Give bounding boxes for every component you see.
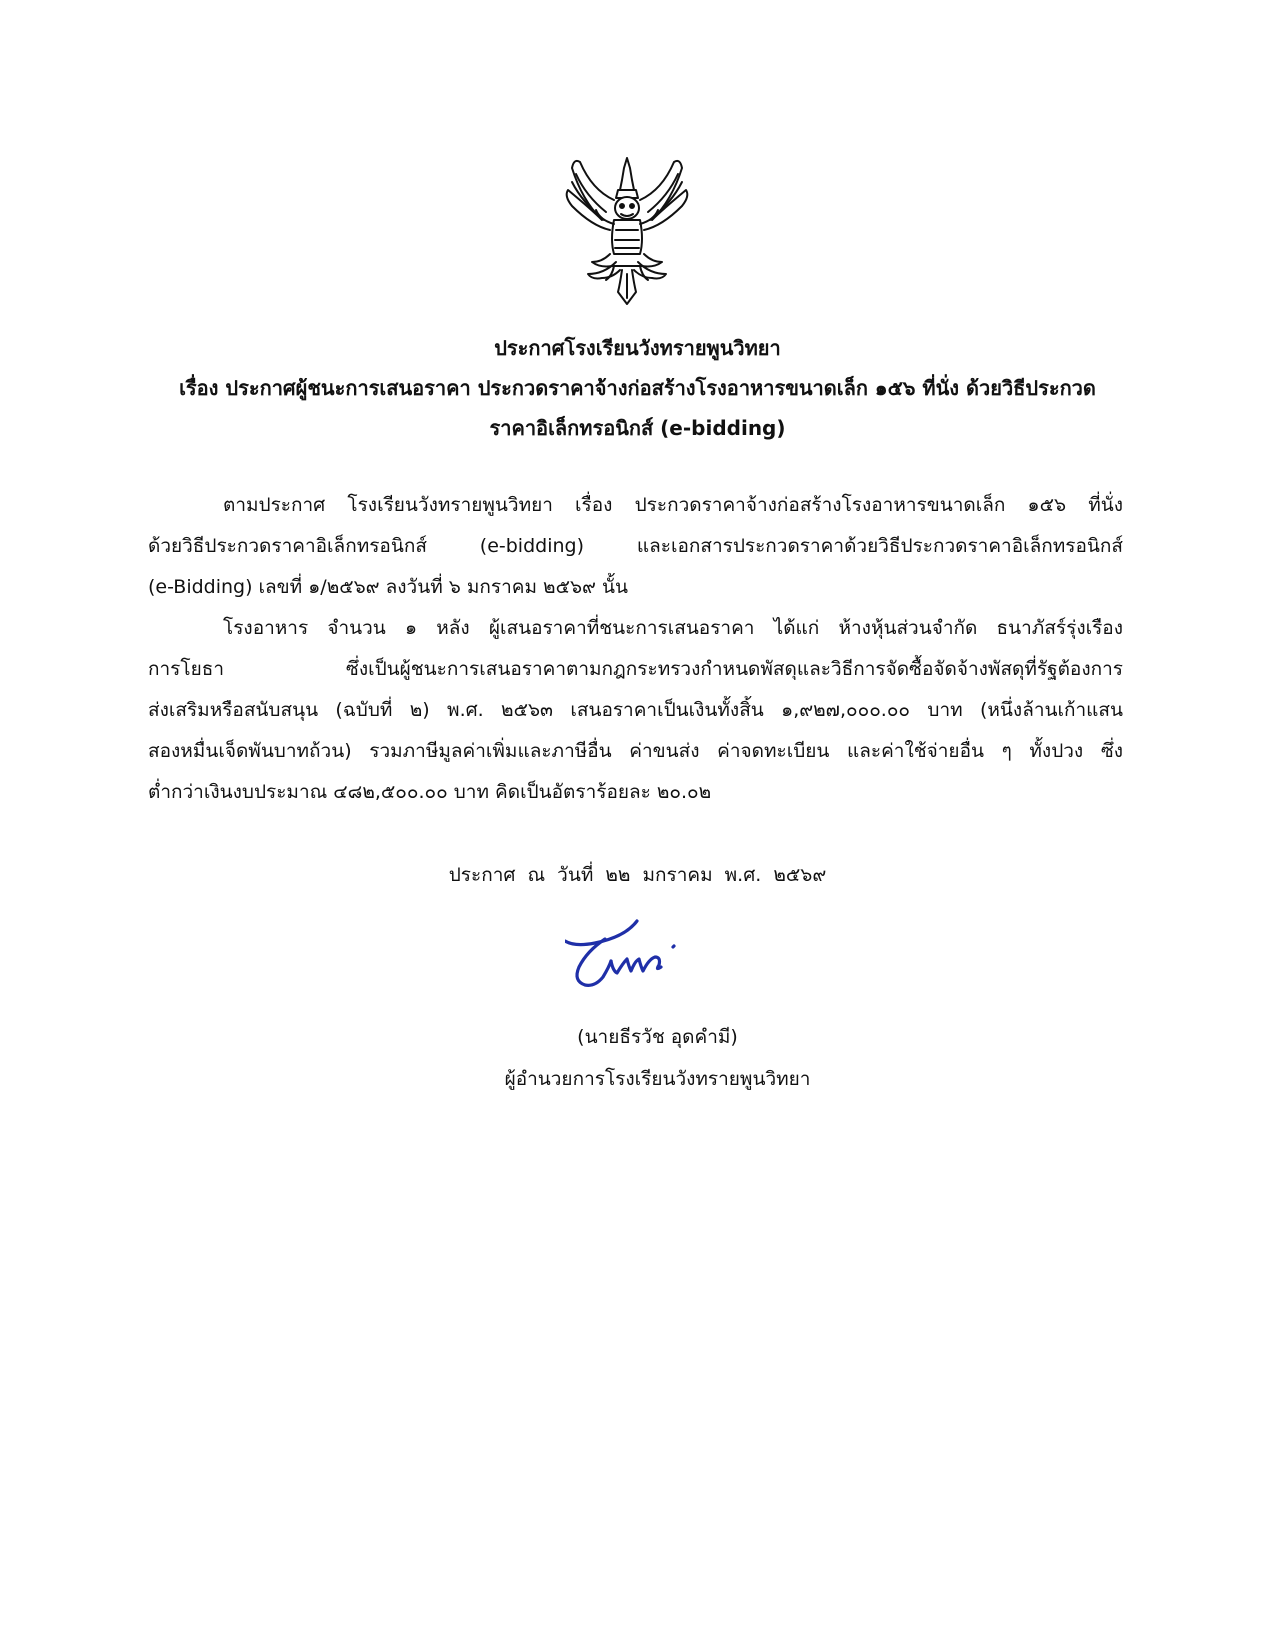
- body-line: ตามประกาศ โรงเรียนวังทรายพูนวิทยา เรื่อง ประกวดราคาจ้างก่อสร้างโรงอาหารขนาดเล็ก ๑๕๖ ที่นั่ง: [223, 494, 1123, 516]
- header-subject-cont: ราคาอิเล็กทรอนิกส์ (e-bidding): [489, 416, 786, 440]
- signature-icon: [565, 915, 730, 1005]
- garuda-emblem-icon: [552, 150, 702, 305]
- body-line: โรงอาหาร จำนวน ๑ หลัง ผู้เสนอราคาที่ชนะการเสนอราคา ได้แก่ ห้างหุ้นส่วนจำกัด ธนาภัสร์รุ่งเรือง: [223, 617, 1123, 639]
- body-line: ส่งเสริมหรือสนับสนุน (ฉบับที่ ๒) พ.ศ. ๒๕๖๓ เสนอราคาเป็นเงินทั้งสิ้น ๑,๙๒๗,๐๐๐.๐๐ บาท (หนึ่งล้านเก้าแสน: [148, 699, 1123, 721]
- body-line: (e-Bidding) เลขที่ ๑/๒๕๖๙ ลงวันที่ ๖ มกราคม ๒๕๖๙ นั้น: [148, 576, 628, 598]
- signer-name: (นายธีรวัช อุดคำมี): [577, 1026, 738, 1048]
- body-line: ต่ำกว่าเงินงบประมาณ ๔๘๒,๕๐๐.๐๐ บาท คิดเป็นอัตราร้อยละ ๒๐.๐๒: [148, 781, 712, 803]
- header-subject: เรื่อง ประกาศผู้ชนะการเสนอราคา ประกวดราคาจ้างก่อสร้างโรงอาหารขนาดเล็ก ๑๕๖ ที่นั่ง ด้วยวิธีประกวด: [179, 376, 1096, 400]
- body-line: การโยธา ซึ่งเป็นผู้ชนะการเสนอราคาตามกฎกระทรวงกำหนดพัสดุและวิธีการจัดซื้อจัดจ้างพัสดุที่รัฐต้องการ: [148, 658, 1123, 680]
- body-line: ด้วยวิธีประกวดราคาอิเล็กทรอนิกส์ (e-bidding) และเอกสารประกวดราคาด้วยวิธีประกวดราคาอิเล็กทรอนิกส์: [148, 535, 1123, 557]
- signer-position: ผู้อำนวยการโรงเรียนวังทรายพูนวิทยา: [504, 1068, 811, 1090]
- header-issuer: ประกาศโรงเรียนวังทรายพูนวิทยา: [494, 336, 781, 360]
- announcement-date: ประกาศ ณ วันที่ ๒๒ มกราคม พ.ศ. ๒๕๖๙: [448, 864, 827, 886]
- announcement-body: [148, 485, 1123, 813]
- announcement-header: [140, 328, 1135, 448]
- body-line: สองหมื่นเจ็ดพันบาทถ้วน) รวมภาษีมูลค่าเพิ่มและภาษีอื่น ค่าขนส่ง ค่าจดทะเบียน และค่าใช้จ่ายอื่น ๆ ทั้งปวง ซึ่ง: [148, 740, 1123, 762]
